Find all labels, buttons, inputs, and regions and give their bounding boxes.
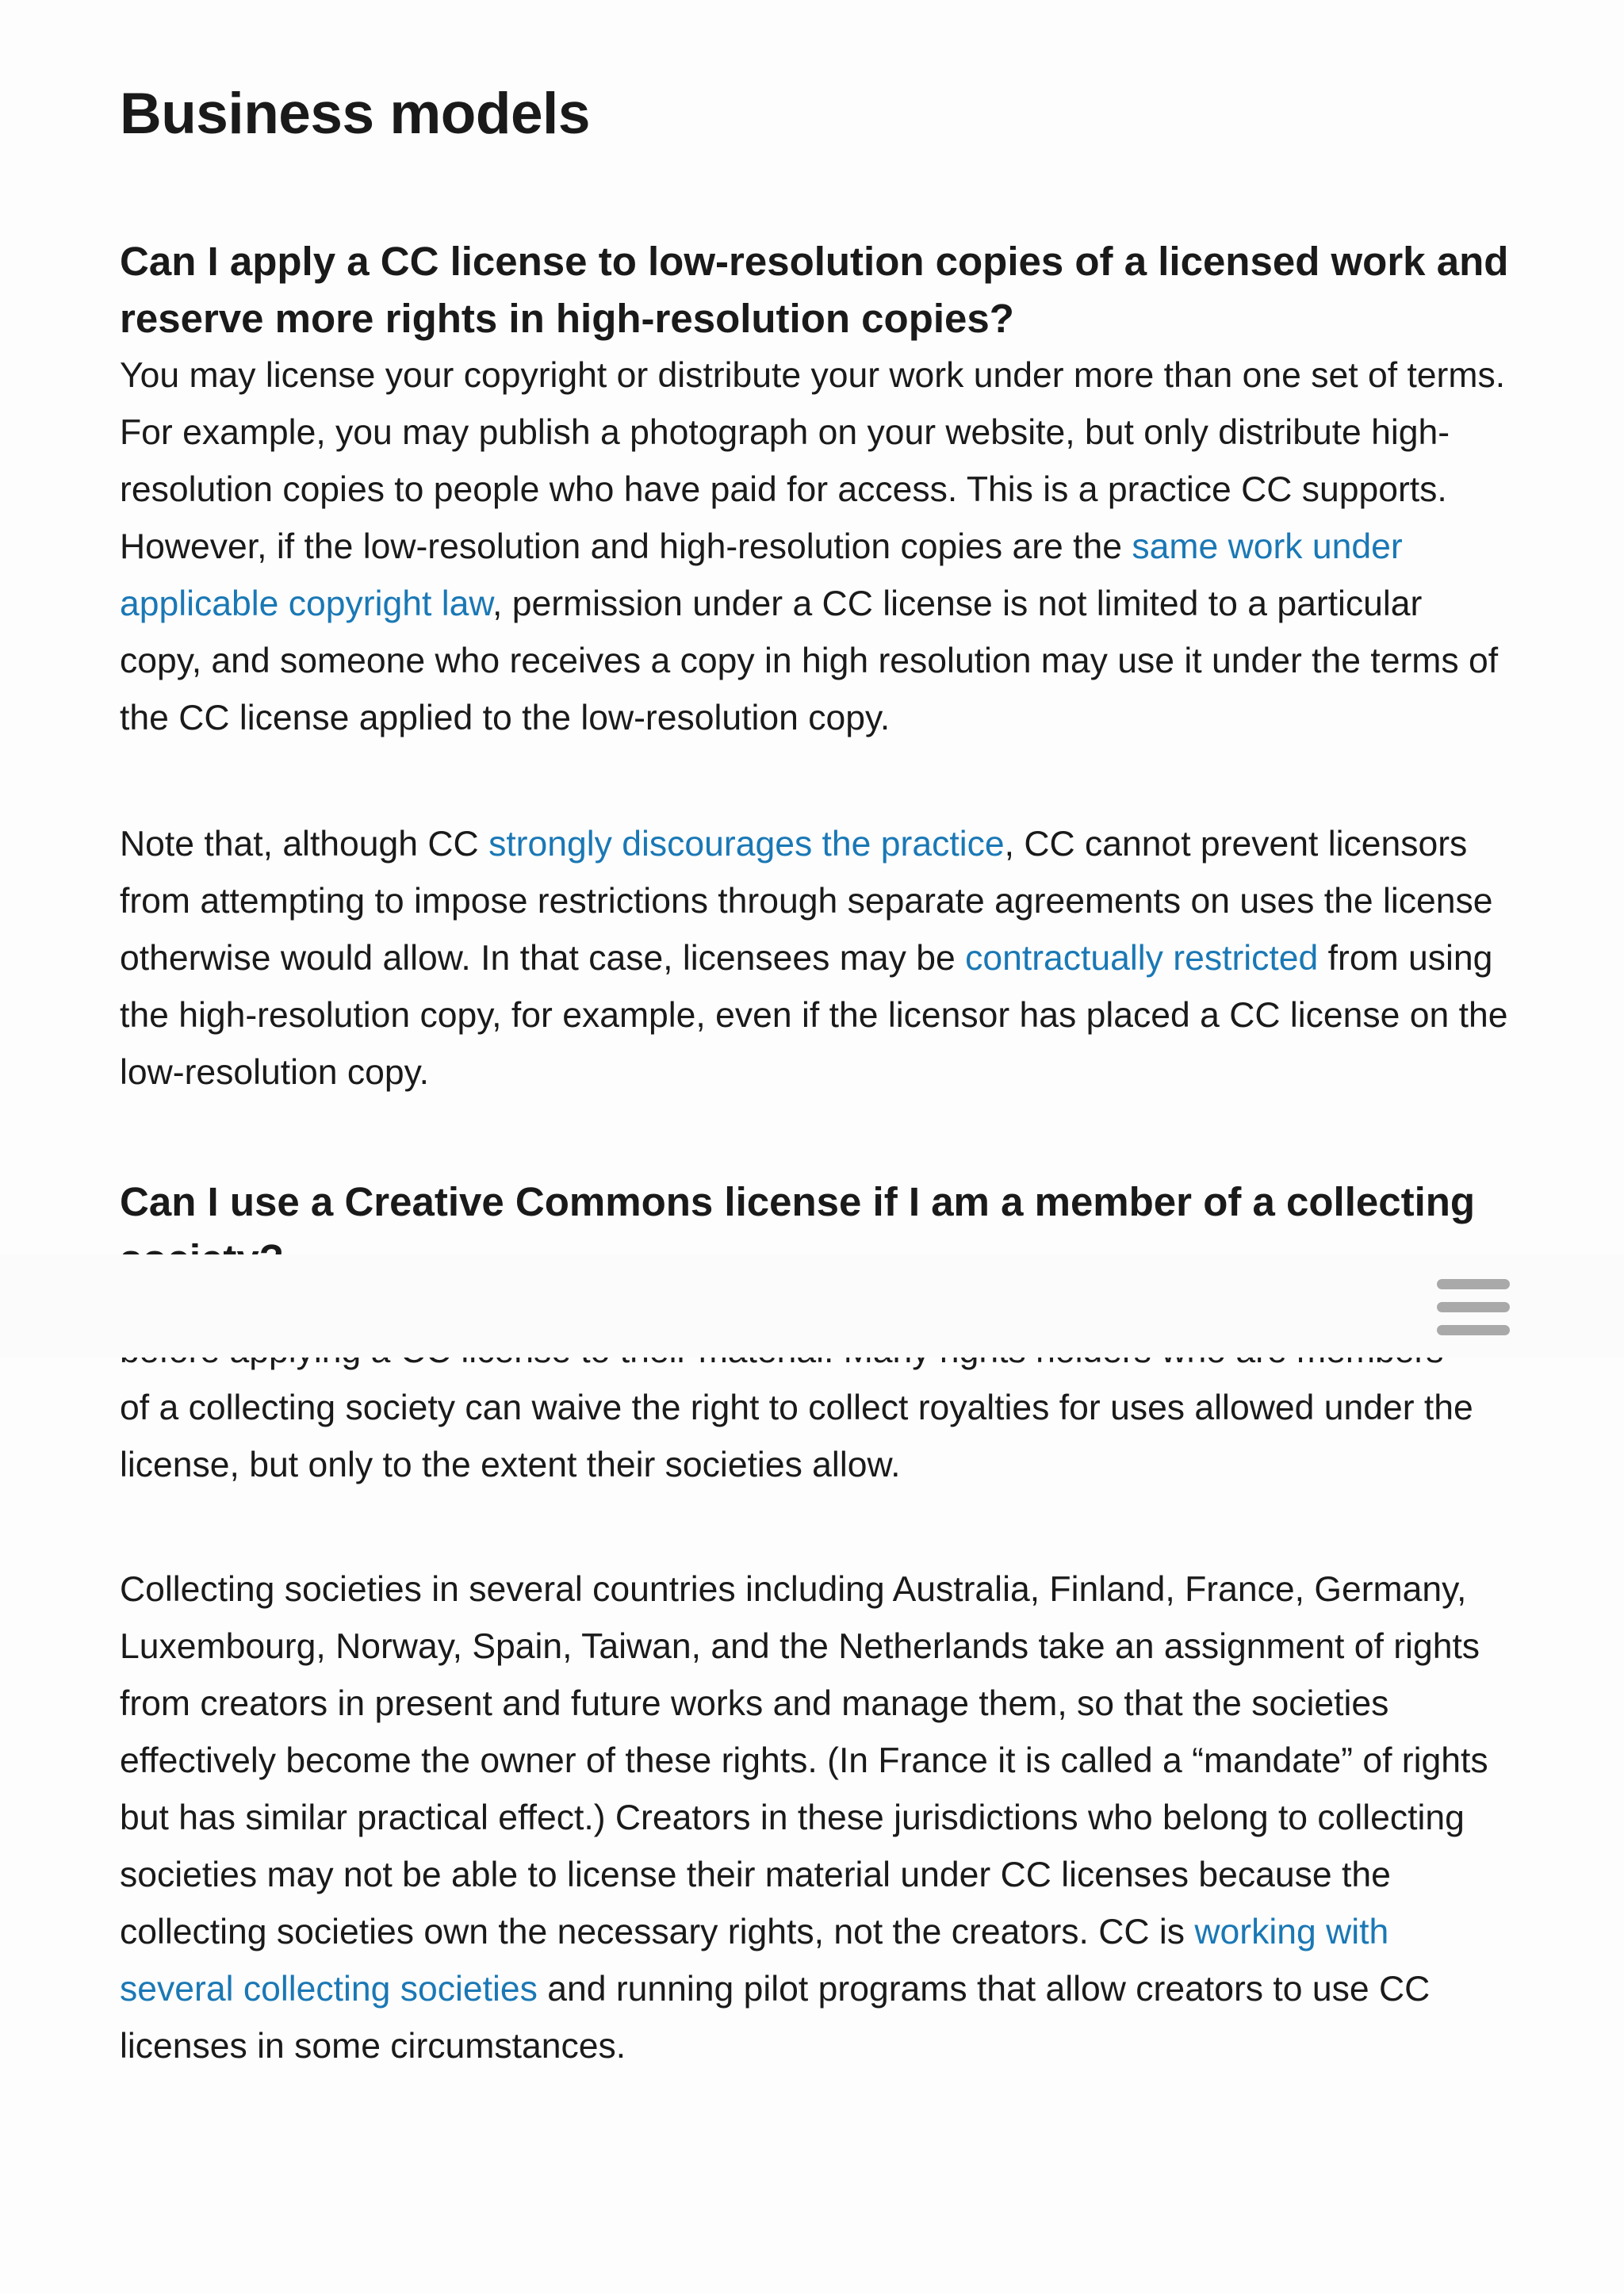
sticky-header-bar (0, 1254, 1624, 1358)
hamburger-menu-icon[interactable] (1437, 1279, 1510, 1335)
faq-question-title: Can I apply a CC license to low-resolution copies of a licensed work and reserve more rights in high-resolution copies? (120, 238, 1509, 341)
menu-bar-line (1437, 1279, 1510, 1289)
faq-answer-paragraph (120, 347, 1511, 747)
main-content (120, 79, 1511, 1101)
text-segment: You may license your copyright or distribute your work under more than one set of terms. For example, you may publish a photograph on your website, but only distribute high-resolution copies to people who have paid for access. This is a practice CC supports. However, if the low-resolution and high-resolution copies are the (120, 355, 1506, 566)
text-segment: , CC cannot prevent licensors from attempting to impose restrictions through separate agreements on uses the license otherwise would allow. In that case, licensees may be (120, 824, 1493, 978)
menu-bar-line (1437, 1302, 1510, 1312)
text-segment: Collecting societies in several countries including Australia, Finland, France, Germany, Luxembourg, Norway, Spain, Taiwan, and the Netherlands take an assignment of rights from creators in present and future works and manage them, so that the societies effectively become the owner of these rights. (In France it is called a “mandate” of rights but has similar practical effect.) Creators in these jurisdictions who belong to collecting societies may not be able to license their material under CC licenses because the collecting societies own the necessary rights, not the creators. CC is (120, 1570, 1488, 1951)
faq-section-collecting-society-heading (120, 1174, 1515, 1254)
faq-answer-paragraph (120, 1561, 1511, 2075)
text-segment: and running pilot programs that allow creators to use CC licenses in some circumstances. (120, 1970, 1431, 2066)
collecting-societies-link[interactable]: working with several collecting societies (120, 1913, 1389, 2009)
text-segment: , permission under a CC license is not limited to a particular copy, and someone who receives a copy in high resolution may use it under the terms of the CC license applied to the low-resolution copy. (120, 584, 1499, 737)
faq-section-low-resolution (120, 233, 1511, 1101)
same-work-link[interactable]: same work under applicable copyright law (120, 527, 1403, 623)
text-segment: from using the high-resolution copy, for example, even if the licensor has placed a CC license on the low-resolution copy. (120, 938, 1508, 1092)
menu-bar-line (1437, 1325, 1510, 1335)
faq-question-title: Can I use a Creative Commons license if I am a member of a collecting (120, 1179, 1476, 1224)
contractually-restricted-link[interactable]: contractually restricted (965, 938, 1319, 978)
faq-section-collecting-society-body (120, 1351, 1511, 2075)
faq-answer-paragraph: of a collecting society can waive the right to collect royalties for uses allowed under the license, but only to the extent their societies allow. (120, 1388, 1473, 1484)
strongly-discourages-link[interactable]: strongly discourages the practice (488, 824, 1005, 864)
page-title: Business models (120, 82, 590, 146)
text-segment: Note that, although CC (120, 824, 489, 864)
faq-answer-paragraph (120, 816, 1511, 1101)
